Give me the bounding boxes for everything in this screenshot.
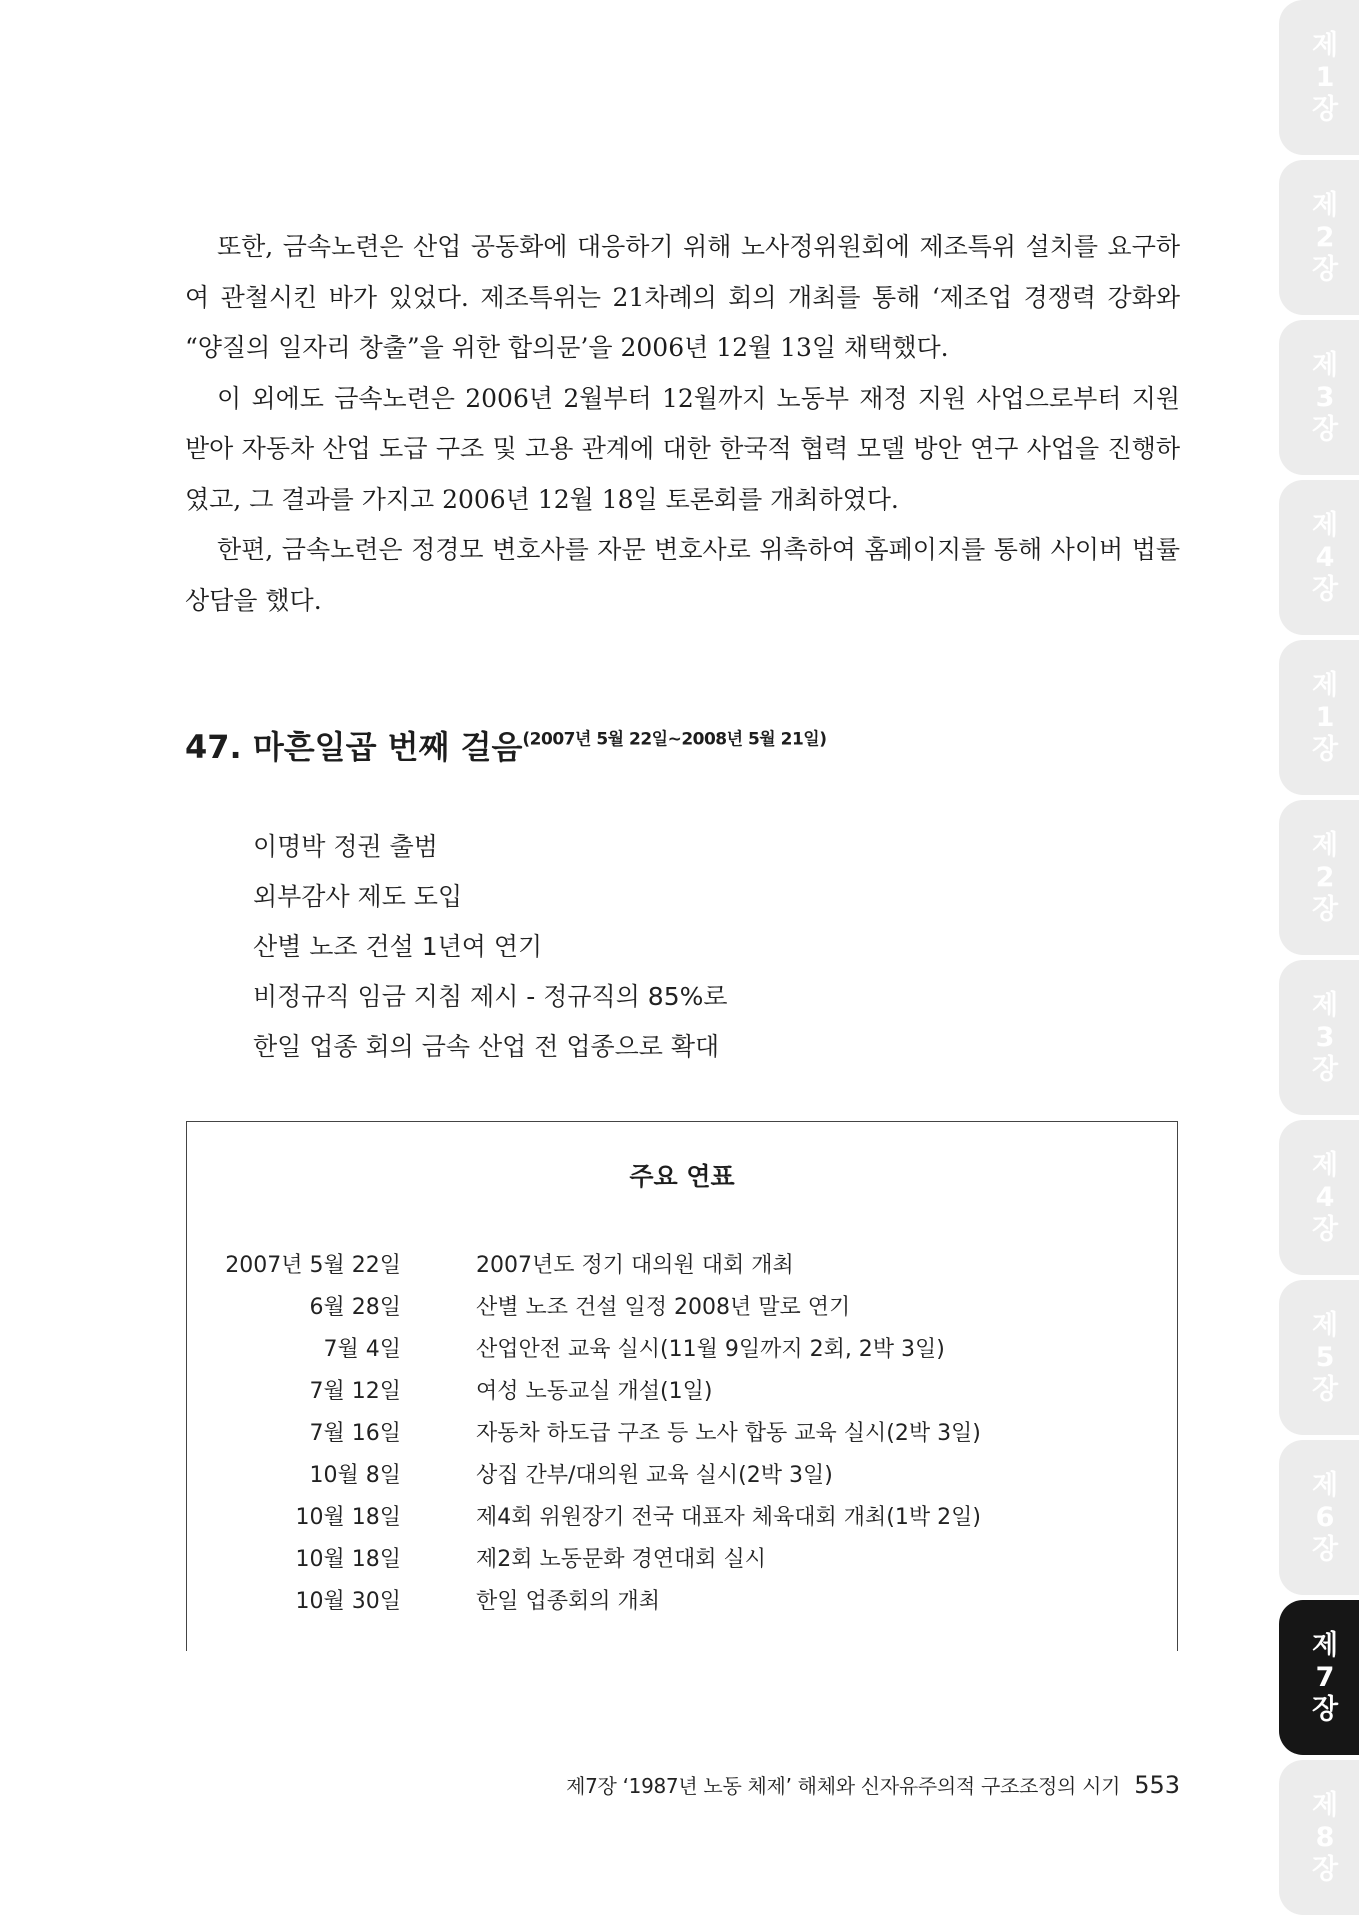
timeline-row xyxy=(187,1374,1177,1416)
tab-label-line: 4 xyxy=(1315,541,1335,573)
tab-label-line: 장 xyxy=(1311,893,1339,925)
tab-label-line: 1 xyxy=(1315,701,1335,733)
chapter-tab[interactable] xyxy=(1279,640,1359,795)
tab-label-line: 제 xyxy=(1311,189,1339,221)
highlight-item: 외부감사 제도 도입 xyxy=(253,882,463,911)
tab-label-line: 2 xyxy=(1315,861,1335,893)
timeline-event: 제4회 위원장기 전국 대표자 체육대회 개최(1박 2일) xyxy=(476,1505,981,1530)
timeline-date: 10월 30일 xyxy=(295,1589,401,1614)
timeline-event: 자동차 하도급 구조 등 노사 합동 교육 실시(2박 3일) xyxy=(476,1421,981,1446)
chapter-tab[interactable] xyxy=(1279,1440,1359,1595)
section-title: 47. 마흔일곱 번째 걸음 xyxy=(185,728,523,766)
tab-label-line: 제 xyxy=(1311,1789,1339,1821)
timeline-event: 상집 간부/대의원 교육 실시(2박 3일) xyxy=(476,1463,833,1488)
timeline-date: 10월 18일 xyxy=(295,1505,401,1530)
tab-label-line: 제 xyxy=(1311,1309,1339,1341)
tab-label-line: 제 xyxy=(1311,1629,1339,1661)
tab-label-line: 장 xyxy=(1311,253,1339,285)
chapter-tab[interactable] xyxy=(1279,160,1359,315)
timeline-row xyxy=(187,1584,1177,1626)
chapter-tab[interactable] xyxy=(1279,480,1359,635)
tab-label-line: 2 xyxy=(1315,221,1335,253)
chapter-tab-active[interactable] xyxy=(1279,1600,1359,1755)
timeline-box xyxy=(186,1121,1178,1651)
timeline-row xyxy=(187,1290,1177,1332)
tab-label-line: 3 xyxy=(1315,1021,1335,1053)
chapter-tab[interactable] xyxy=(1279,1760,1359,1915)
chapter-tab[interactable] xyxy=(1279,320,1359,475)
tab-label-line: 장 xyxy=(1311,1853,1339,1885)
timeline-row xyxy=(187,1332,1177,1374)
tab-label-line: 장 xyxy=(1311,1053,1339,1085)
tab-label-line: 6 xyxy=(1315,1501,1335,1533)
timeline-title: 주요 연표 xyxy=(629,1162,735,1191)
tab-label-line: 제 xyxy=(1311,509,1339,541)
chapter-tab[interactable] xyxy=(1279,800,1359,955)
chapter-tab[interactable] xyxy=(1279,960,1359,1115)
highlights-list xyxy=(253,822,728,1072)
tab-label-line: 제 xyxy=(1311,829,1339,861)
tab-label-line: 장 xyxy=(1311,1373,1339,1405)
tab-label-line: 제 xyxy=(1311,29,1339,61)
tab-label-line: 제 xyxy=(1311,349,1339,381)
section-heading xyxy=(185,722,827,768)
timeline-event: 2007년도 정기 대의원 대회 개최 xyxy=(476,1253,794,1278)
timeline-row xyxy=(187,1500,1177,1542)
timeline-date: 10월 18일 xyxy=(295,1547,401,1572)
timeline-event: 산별 노조 건설 일정 2008년 말로 연기 xyxy=(476,1295,851,1320)
tab-label-line: 1 xyxy=(1315,61,1335,93)
timeline-date: 7월 4일 xyxy=(323,1337,401,1362)
tab-label-line: 장 xyxy=(1311,733,1339,765)
tab-label-line: 장 xyxy=(1311,1213,1339,1245)
body-paragraph: 또한, 금속노련은 산업 공동화에 대응하기 위해 노사정위원회에 제조특위 설치를 요구하여 관철시킨 바가 있었다. 제조특위는 21차례의 회의 개최를 통해 ‘제조업 경쟁력 강화와 “양질의 일자리 창출”을 위한 합의문’을 2006년 12월 13일 채택했다. xyxy=(185,232,1180,362)
tab-label-line: 8 xyxy=(1315,1821,1335,1853)
tab-label-line: 장 xyxy=(1311,573,1339,605)
tab-label-line: 장 xyxy=(1311,413,1339,445)
tab-label-line: 장 xyxy=(1311,93,1339,125)
tab-label-line: 제 xyxy=(1311,669,1339,701)
timeline-date: 6월 28일 xyxy=(309,1295,401,1320)
page-footer xyxy=(548,1770,1180,1799)
tab-label-line: 제 xyxy=(1311,1469,1339,1501)
timeline-date: 7월 12일 xyxy=(309,1379,401,1404)
timeline-date: 2007년 5월 22일 xyxy=(225,1253,401,1278)
chapter-tab[interactable] xyxy=(1279,1120,1359,1275)
timeline-date: 10월 8일 xyxy=(309,1463,401,1488)
timeline-event: 여성 노동교실 개설(1일) xyxy=(476,1379,713,1404)
timeline-event: 한일 업종회의 개최 xyxy=(476,1589,661,1614)
tab-label-line: 4 xyxy=(1315,1181,1335,1213)
timeline-date: 7월 16일 xyxy=(309,1421,401,1446)
highlight-item: 한일 업종 회의 금속 산업 전 업종으로 확대 xyxy=(253,1032,720,1061)
tab-label-line: 7 xyxy=(1315,1661,1335,1693)
timeline-row xyxy=(187,1542,1177,1584)
timeline-row xyxy=(187,1248,1177,1290)
tab-label-line: 제 xyxy=(1311,1149,1339,1181)
chapter-tab[interactable] xyxy=(1279,0,1359,155)
highlight-item: 이명박 정권 출범 xyxy=(253,832,438,861)
timeline-row xyxy=(187,1458,1177,1500)
body-text xyxy=(185,222,1180,626)
section-date-range: (2007년 5월 22일~2008년 5월 21일) xyxy=(522,729,827,750)
highlight-item: 비정규직 임금 지침 제시 - 정규직의 85%로 xyxy=(253,982,728,1011)
chapter-tab[interactable] xyxy=(1279,1280,1359,1435)
timeline-event: 산업안전 교육 실시(11월 9일까지 2회, 2박 3일) xyxy=(476,1337,945,1362)
page-number: 553 xyxy=(1134,1771,1180,1799)
timeline-event: 제2회 노동문화 경연대회 실시 xyxy=(476,1547,767,1572)
tab-label-line: 제 xyxy=(1311,989,1339,1021)
highlight-item: 산별 노조 건설 1년여 연기 xyxy=(253,932,543,961)
tab-label-line: 3 xyxy=(1315,381,1335,413)
tab-label-line: 5 xyxy=(1315,1341,1335,1373)
body-paragraph: 이 외에도 금속노련은 2006년 2월부터 12월까지 노동부 재정 지원 사업으로부터 지원받아 자동차 산업 도급 구조 및 고용 관계에 대한 한국적 협력 모델 방안 연구 사업을 진행하였고, 그 결과를 가지고 2006년 12월 18일 토론회를 개최하였다. xyxy=(185,383,1180,514)
running-title: 제7장 ‘1987년 노동 체제’ 해체와 신자유주의적 구조조정의 시기 xyxy=(566,1774,1121,1798)
timeline-row xyxy=(187,1416,1177,1458)
body-paragraph: 한편, 금속노련은 정경모 변호사를 자문 변호사로 위촉하여 홈페이지를 통해 사이버 법률 상담을 했다. xyxy=(185,535,1180,615)
tab-label-line: 장 xyxy=(1311,1693,1339,1725)
tab-label-line: 장 xyxy=(1311,1533,1339,1565)
